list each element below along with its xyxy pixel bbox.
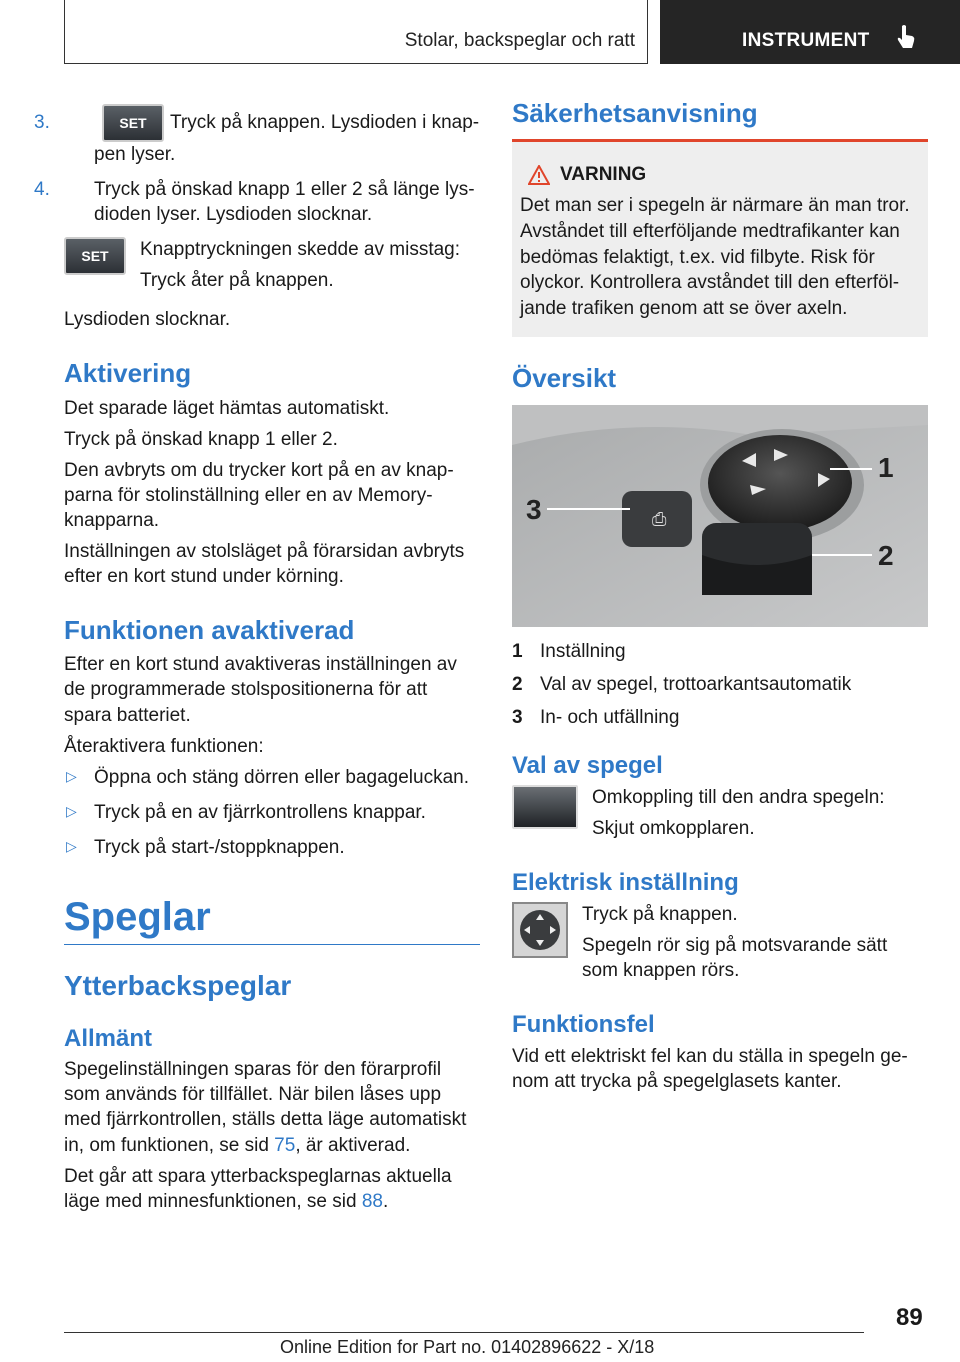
electric-p1: Tryck på knappen. — [582, 903, 738, 925]
set-button-image: SET — [64, 237, 126, 275]
mistake-text: Knapptryckningen skedde av misstag: — [140, 239, 461, 261]
reactivate-label: Återaktivera funktionen: — [64, 735, 264, 757]
legend-item: 2 Val av spegel, trottoarkantsautomatik — [512, 673, 852, 695]
allmant-p1: Spegelinställningen sparas för den förarprofil som används för tillfället. När bilen låses upp med fjärrkontrollen, ställs detta läge automatiskt in, om funktionen, se sid 75, är aktiverad. — [64, 1059, 467, 1156]
fault-p1: Vid ett elektriskt fel kan du ställa in spegeln ge-nom att trycka på spegelglasets kanter. — [512, 1045, 908, 1092]
header-section-box — [64, 0, 648, 64]
page-link-75[interactable]: 75 — [274, 1134, 296, 1156]
step-3 — [34, 104, 480, 167]
led-off-text: Lysdioden slocknar. — [64, 309, 231, 331]
warning-label: VARNING — [560, 164, 647, 186]
deactivated-p1: Efter en kort stund avaktiveras inställningen av de programmerade stolspositionerna för att spara batteriet. — [64, 654, 457, 726]
legend-item: 3 In- och utfällning — [512, 706, 680, 728]
photo-label-2: 2 — [878, 539, 894, 571]
allmant-heading: Allmänt — [64, 1024, 153, 1052]
set-button-image: SET — [102, 104, 164, 142]
page-link-88[interactable]: 88 — [361, 1190, 383, 1212]
mistake-block — [64, 237, 480, 299]
left-column — [34, 104, 480, 1220]
warning-triangle-icon — [528, 165, 550, 185]
legend-item: 1 Inställning — [512, 640, 626, 662]
step-3-number: 3. — [34, 112, 50, 134]
electric-heading: Elektrisk inställning — [512, 868, 739, 896]
ytterbackspeglar-heading: Ytterbackspeglar — [64, 969, 292, 1001]
warning-text: Det man ser i spegeln är närmare än man tror. Avståndet till efterföljande medtrafikanter kan bedömas felaktigt, t.ex. vid filbyte. Risk för olyckor. Kontrollera avståndet till den efterföl-jande trafiken genom att se över axeln. — [520, 195, 910, 319]
header-chapter-tab[interactable] — [660, 0, 960, 64]
warning-box — [512, 139, 928, 337]
activation-p1: Det sparade läget hämtas automatiskt. — [64, 397, 390, 419]
triangle-bullet-icon: ▷ — [66, 802, 77, 819]
list-item: ▷ Tryck på en av fjärrkontrollens knappar. — [66, 801, 426, 823]
activation-p2: Tryck på önskad knapp 1 eller 2. — [64, 428, 338, 450]
list-item: ▷ Tryck på start-/stoppknappen. — [66, 836, 345, 858]
mistake-action: Tryck åter på knappen. — [140, 270, 334, 292]
select-p2: Skjut omkopplaren. — [592, 817, 755, 839]
select-mirror-block — [512, 785, 928, 847]
triangle-bullet-icon: ▷ — [66, 837, 77, 854]
mirror-switch-image — [512, 785, 578, 829]
header-chapter-title: INSTRUMENT — [742, 30, 870, 51]
page-number: 89 — [896, 1304, 923, 1331]
select-p1: Omkoppling till den andra spegeln: — [592, 786, 885, 808]
hand-pointer-icon — [896, 24, 916, 50]
step-4 — [34, 177, 480, 227]
step-3-text: Tryck på knappen. Lysdioden i knap-pen lyser. — [94, 112, 480, 165]
step-4-number: 4. — [34, 179, 50, 201]
safety-heading: Säkerhetsanvisning — [512, 98, 758, 128]
step-4-text: Tryck på önskad knapp 1 eller 2 så länge lys-dioden lyser. Lysdioden slocknar. — [94, 179, 475, 226]
footer-edition: Online Edition for Part no. 01402896622 - X/18 — [280, 1337, 655, 1357]
electric-p2: Spegeln rör sig på motsvarande sätt som knappen rörs. — [582, 934, 888, 981]
activation-p3: Den avbryts om du trycker kort på en av knap-parna för stolinställning eller en av Memory-knapparna. — [64, 459, 454, 531]
speglar-heading: Speglar — [64, 894, 480, 945]
right-column — [512, 98, 928, 1100]
mirror-controls-photo — [512, 405, 928, 627]
svg-text:⎙: ⎙ — [652, 508, 667, 530]
select-mirror-heading: Val av spegel — [512, 751, 663, 779]
triangle-bullet-icon: ▷ — [66, 767, 77, 784]
overview-heading: Översikt — [512, 363, 617, 394]
photo-label-1: 1 — [878, 451, 894, 483]
fault-heading: Funktionsfel — [512, 1010, 655, 1038]
allmant-p2: Det går att spara ytterbackspeglarnas aktuella läge med minnesfunktionen, se sid 88. — [64, 1165, 452, 1212]
footer-divider — [64, 1332, 864, 1333]
list-item: ▷ Öppna och stäng dörren eller bagageluckan. — [66, 766, 469, 788]
activation-p4: Inställningen av stolsläget på förarsidan avbryts efter en kort stund under körning. — [64, 541, 465, 588]
deactivated-heading: Funktionen avaktiverad — [64, 615, 355, 646]
electric-block — [512, 902, 928, 989]
reactivate-list — [64, 765, 480, 860]
activation-heading: Aktivering — [64, 358, 192, 389]
mirror-joystick-icon — [512, 902, 568, 958]
header-section-title: Stolar, backspeglar och ratt — [404, 30, 635, 51]
photo-label-3: 3 — [526, 493, 542, 525]
